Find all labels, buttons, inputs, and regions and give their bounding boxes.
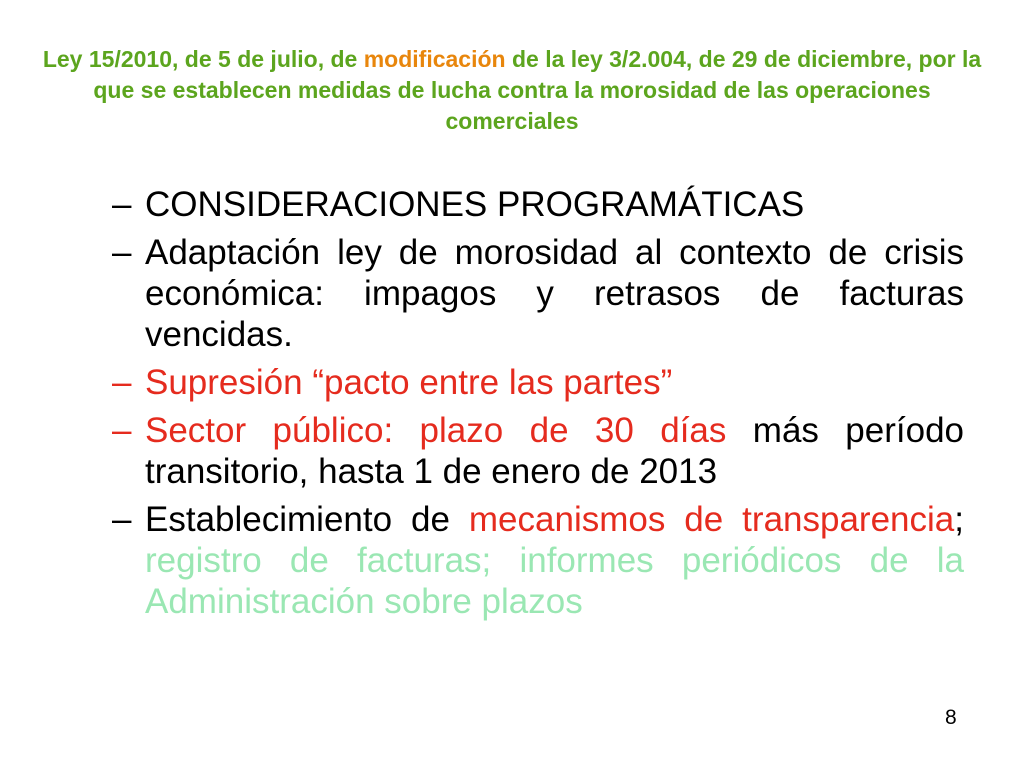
bullet-dash: – [112, 411, 132, 450]
page-number: 8 [945, 706, 957, 729]
bullet-text: más período transitorio, hasta 1 de enero de 2013 [145, 411, 964, 491]
bullet-list [112, 184, 964, 629]
bullet-text: CONSIDERACIONES PROGRAMÁTICAS [145, 185, 805, 224]
bullet-text: Adaptación ley de morosidad al contexto de crisis económica: impagos y retrasos de facturas vencidas. [145, 233, 964, 354]
bullet-item [112, 232, 964, 355]
title-highlight: modificación [363, 46, 506, 72]
bullet-dash: – [112, 185, 132, 224]
bullet-dash: – [112, 363, 132, 402]
bullet-text-red: Sector público: plazo de 30 días [145, 411, 727, 450]
bullet-item [112, 184, 964, 225]
bullet-item [112, 362, 964, 403]
bullet-text: Supresión “pacto entre las partes” [145, 363, 673, 402]
bullet-item [112, 499, 964, 622]
bullet-text-mint: registro de facturas; informes periódicos de la Administración sobre plazos [145, 541, 964, 621]
title-part2: de la ley 3/2.004, de 29 de diciembre, por la que se establecen medidas de lucha contra la morosidad de las operaciones comerciales [93, 46, 982, 134]
bullet-dash: – [112, 233, 132, 272]
bullet-text: Establecimiento de [145, 500, 469, 539]
slide-title [40, 44, 984, 137]
bullet-dash: – [112, 500, 132, 539]
title-part1: Ley 15/2010, de 5 de julio, de [42, 46, 364, 72]
bullet-text: ; [954, 500, 964, 539]
bullet-item [112, 410, 964, 492]
bullet-text-red: mecanismos de transparencia [468, 500, 955, 539]
